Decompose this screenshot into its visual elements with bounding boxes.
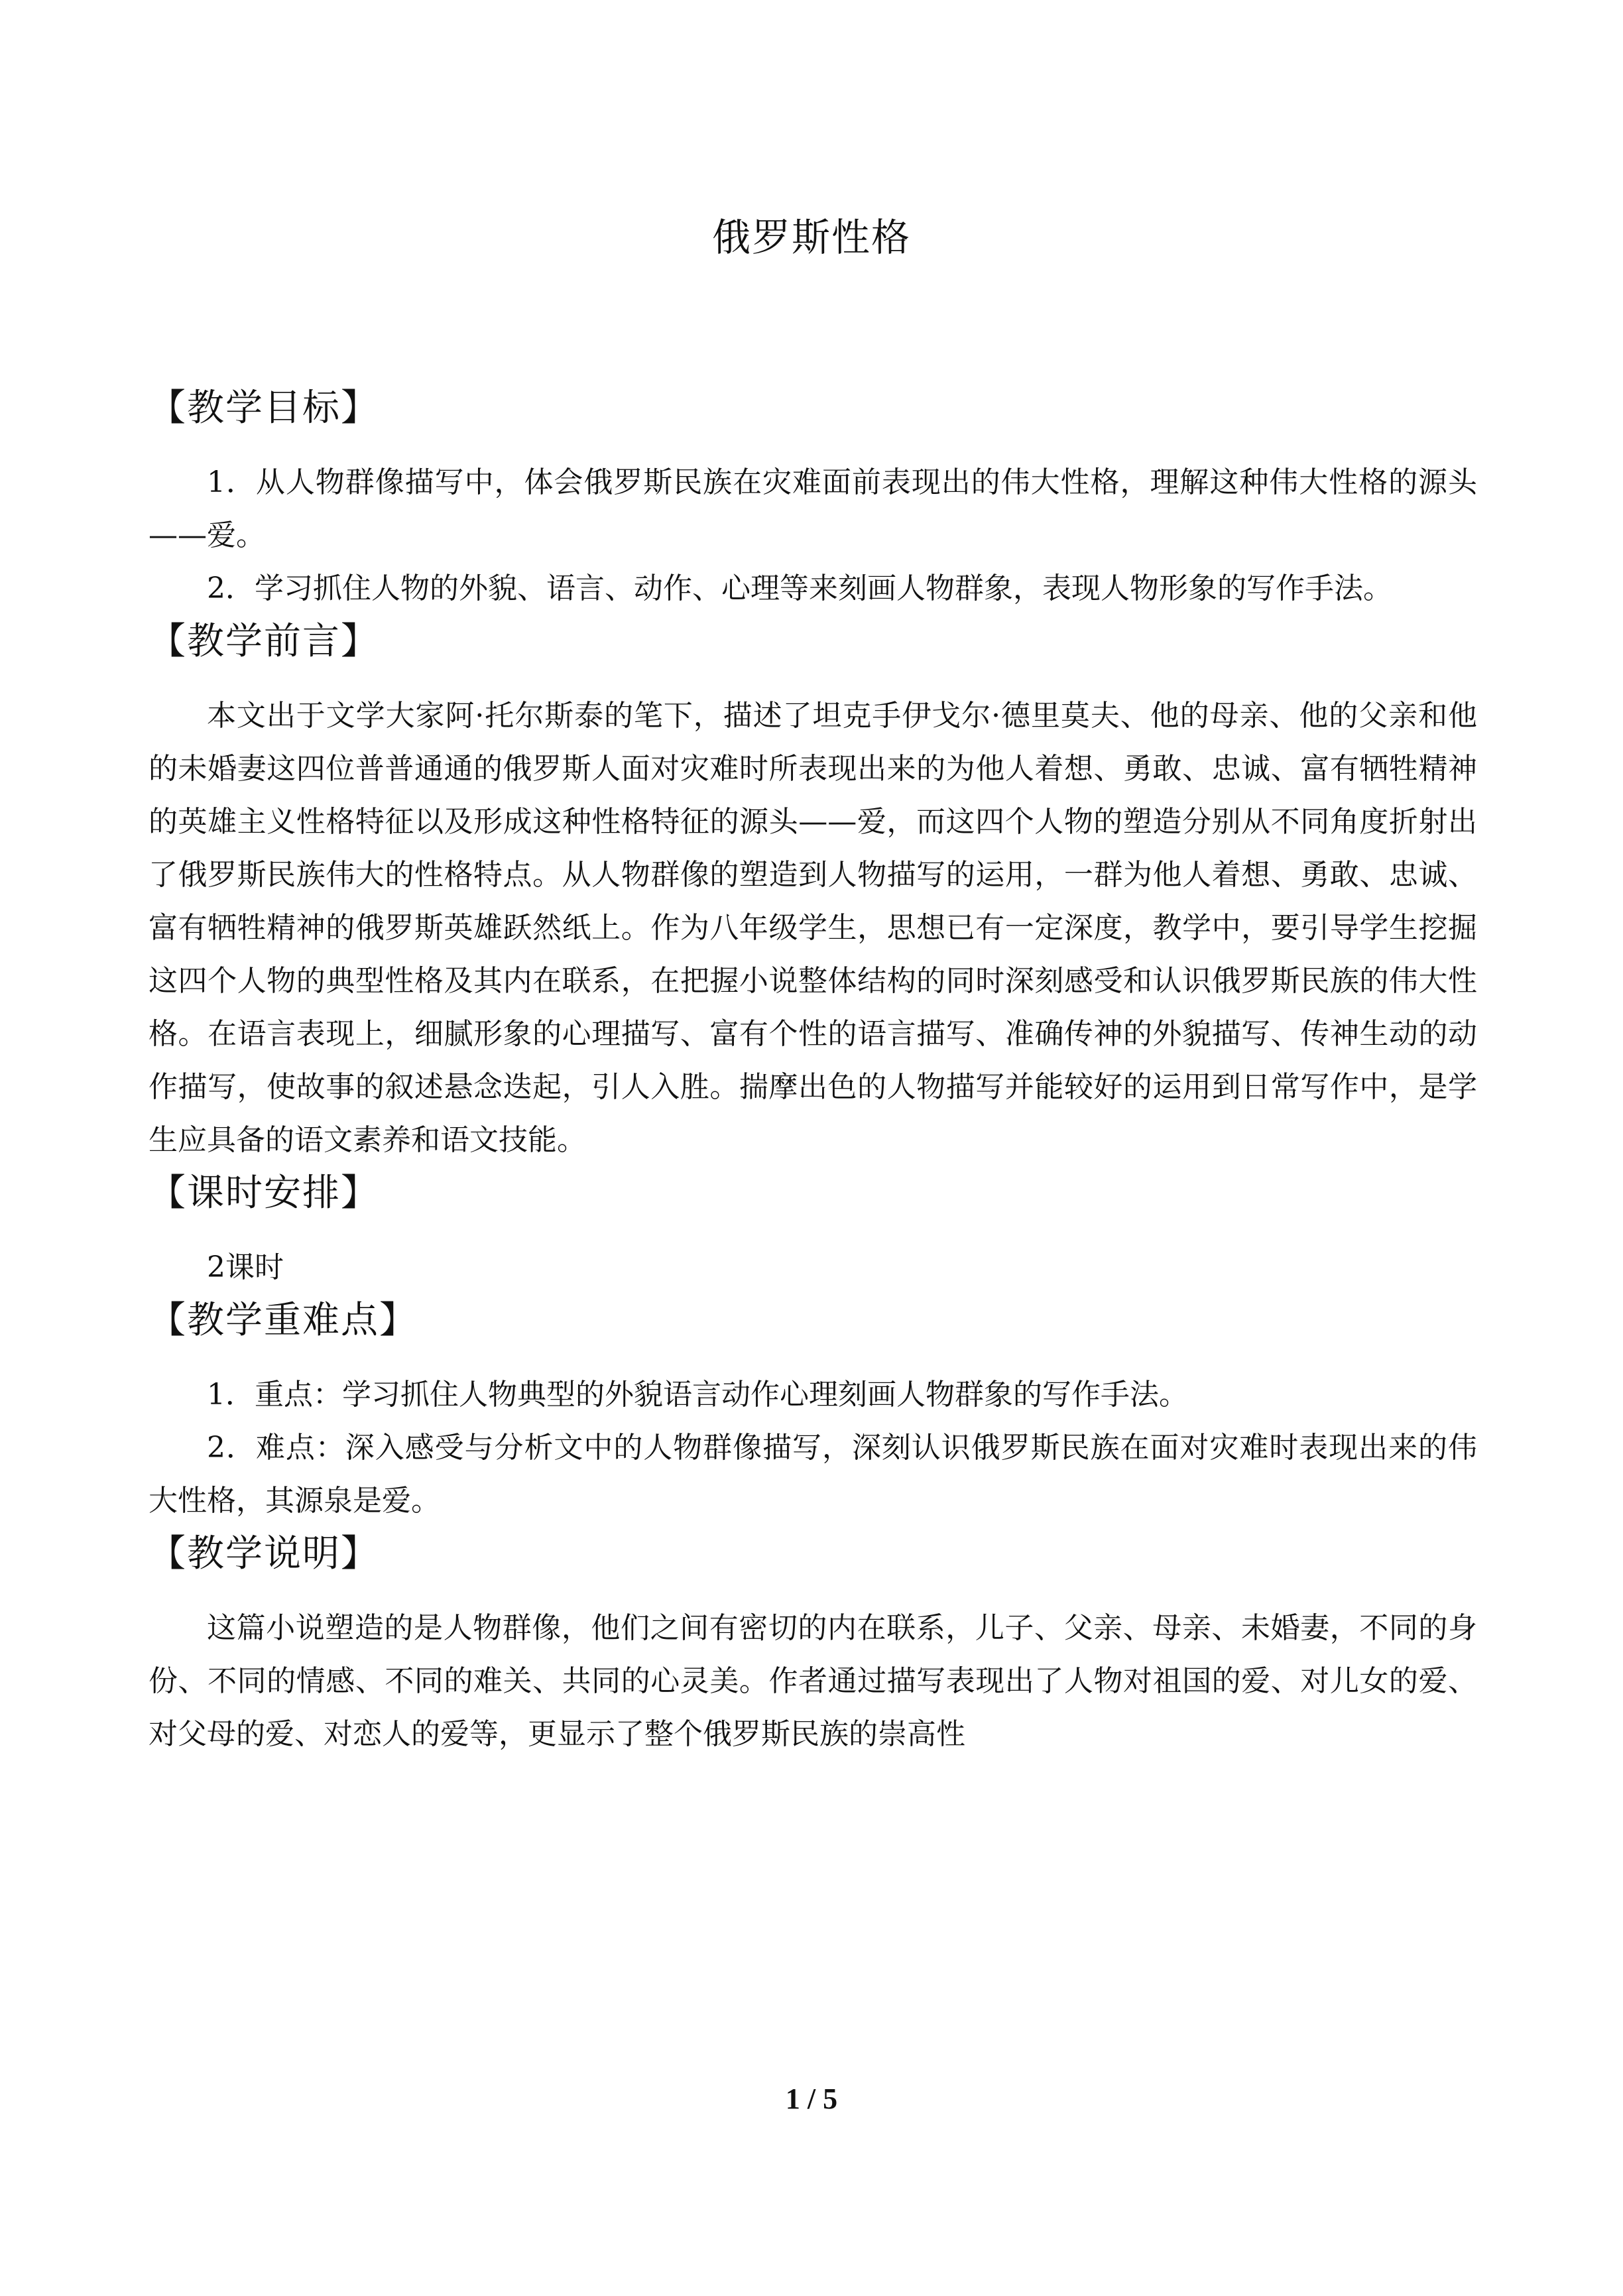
objective-item-2: 2．学习抓住人物的外貌、语言、动作、心理等来刻画人物群象，表现人物形象的写作手法。: [207, 572, 1392, 605]
section-heading-preface: 【教学前言】: [149, 620, 379, 663]
section-heading-notes: 【教学说明】: [149, 1532, 379, 1575]
document-title: 俄罗斯性格: [711, 215, 911, 260]
objective-item-1: 1．从人物群像描写中，体会俄罗斯民族在灾难面前表现出的伟大性格，理解这种伟大性格的源头——爱。: [149, 465, 1477, 552]
notes-paragraph: 这篇小说塑造的是人物群像，他们之间有密切的内在联系，儿子、父亲、母亲、未婚妻，不同的身份、不同的情感、不同的难关、共同的心灵美。作者通过描写表现出了人物对祖国的爱、对儿女的爱、对父母的爱、对恋人的爱等，更显示了整个俄罗斯民族的崇高性: [149, 1611, 1477, 1751]
section-heading-objectives: 【教学目标】: [149, 387, 379, 430]
page-number: 1 / 5: [785, 2083, 838, 2115]
preface-paragraph: 本文出于文学大家阿·托尔斯泰的笔下，描述了坦克手伊戈尔·德里莫夫、他的母亲、他的父亲和他的未婚妻这四位普普通通的俄罗斯人面对灾难时所表现出来的为他人着想、勇敢、忠诚、富有牺牲精神的英雄主义性格特征以及形成这种性格特征的源头——爱，而这四个人物的塑造分别从不同角度折射出了俄罗斯民族伟大的性格特点。从人物群像的塑造到人物描写的运用，一群为他人着想、勇敢、忠诚、富有牺牲精神的俄罗斯英雄跃然纸上。作为八年级学生，思想已有一定深度，教学中，要引导学生挖掘这四个人物的典型性格及其内在联系，在把握小说整体结构的同时深刻感受和认识俄罗斯民族的伟大性格。在语言表现上，细腻形象的心理描写、富有个性的语言描写、准确传神的外貌描写、传神生动的动作描写，使故事的叙述悬念迭起，引人入胜。揣摩出色的人物描写并能较好的运用到日常写作中，是学生应具备的语文素养和语文技能。: [149, 699, 1477, 1157]
section-heading-keypoints: 【教学重难点】: [149, 1299, 418, 1342]
section-heading-schedule: 【课时安排】: [149, 1172, 379, 1215]
document-body: [149, 371, 1477, 1761]
keypoint-item-2: 2．难点：深入感受与分析文中的人物群像描写，深刻认识俄罗斯民族在面对灾难时表现出来的伟大性格，其源泉是爱。: [149, 1431, 1477, 1518]
keypoint-item-1: 1．重点：学习抓住人物典型的外貌语言动作心理刻画人物群象的写作手法。: [207, 1378, 1188, 1412]
schedule-paragraph: 2课时: [207, 1250, 284, 1284]
